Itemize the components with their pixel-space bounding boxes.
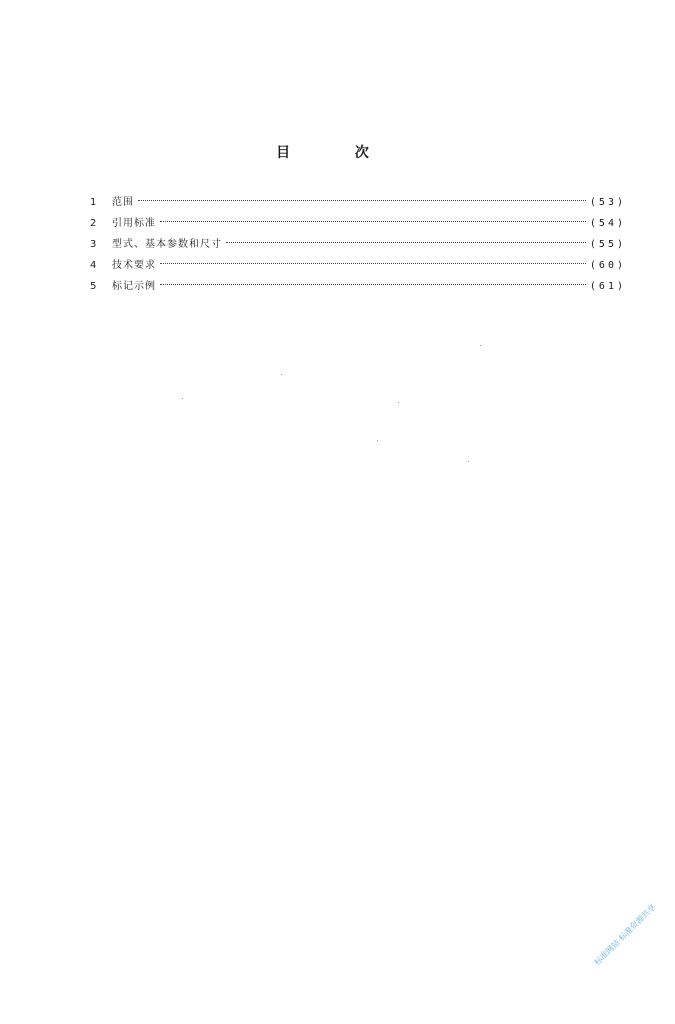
- toc-item-page: (55): [589, 239, 626, 250]
- toc-item-label: 标记示例: [112, 281, 156, 292]
- toc-item-page: (60): [589, 260, 626, 271]
- toc-item-number: 1: [90, 197, 97, 208]
- page-title: 目 次: [276, 145, 399, 161]
- table-of-contents: [90, 196, 626, 301]
- scan-speck: [182, 398, 183, 399]
- toc-dot-leader: [226, 241, 586, 243]
- toc-item-number: 5: [90, 281, 97, 292]
- toc-item[interactable]: [90, 280, 626, 301]
- toc-item-number: 2: [90, 218, 97, 229]
- scan-speck: [281, 374, 282, 375]
- toc-item[interactable]: [90, 259, 626, 280]
- scan-speck: [480, 345, 481, 346]
- scan-speck: [377, 440, 378, 441]
- toc-item-page: (54): [589, 218, 626, 229]
- toc-dot-leader: [160, 262, 586, 264]
- toc-item-number: 3: [90, 239, 97, 250]
- toc-item[interactable]: [90, 196, 626, 217]
- toc-item-page: (53): [589, 197, 626, 208]
- toc-item[interactable]: [90, 238, 626, 259]
- scan-speck: [468, 461, 469, 462]
- toc-item-label: 型式、基本参数和尺寸: [112, 239, 222, 250]
- toc-dot-leader: [138, 199, 586, 201]
- toc-item-label: 引用标准: [112, 218, 156, 229]
- toc-item[interactable]: [90, 217, 626, 238]
- toc-item-label: 技术要求: [112, 260, 156, 271]
- toc-dot-leader: [160, 283, 586, 285]
- toc-item-page: (61): [589, 281, 626, 292]
- toc-item-label: 范围: [112, 197, 134, 208]
- scan-speck: [398, 402, 399, 403]
- toc-dot-leader: [160, 220, 586, 222]
- toc-item-number: 4: [90, 260, 97, 271]
- site-watermark: 标准网站·标准资源共享: [592, 902, 658, 968]
